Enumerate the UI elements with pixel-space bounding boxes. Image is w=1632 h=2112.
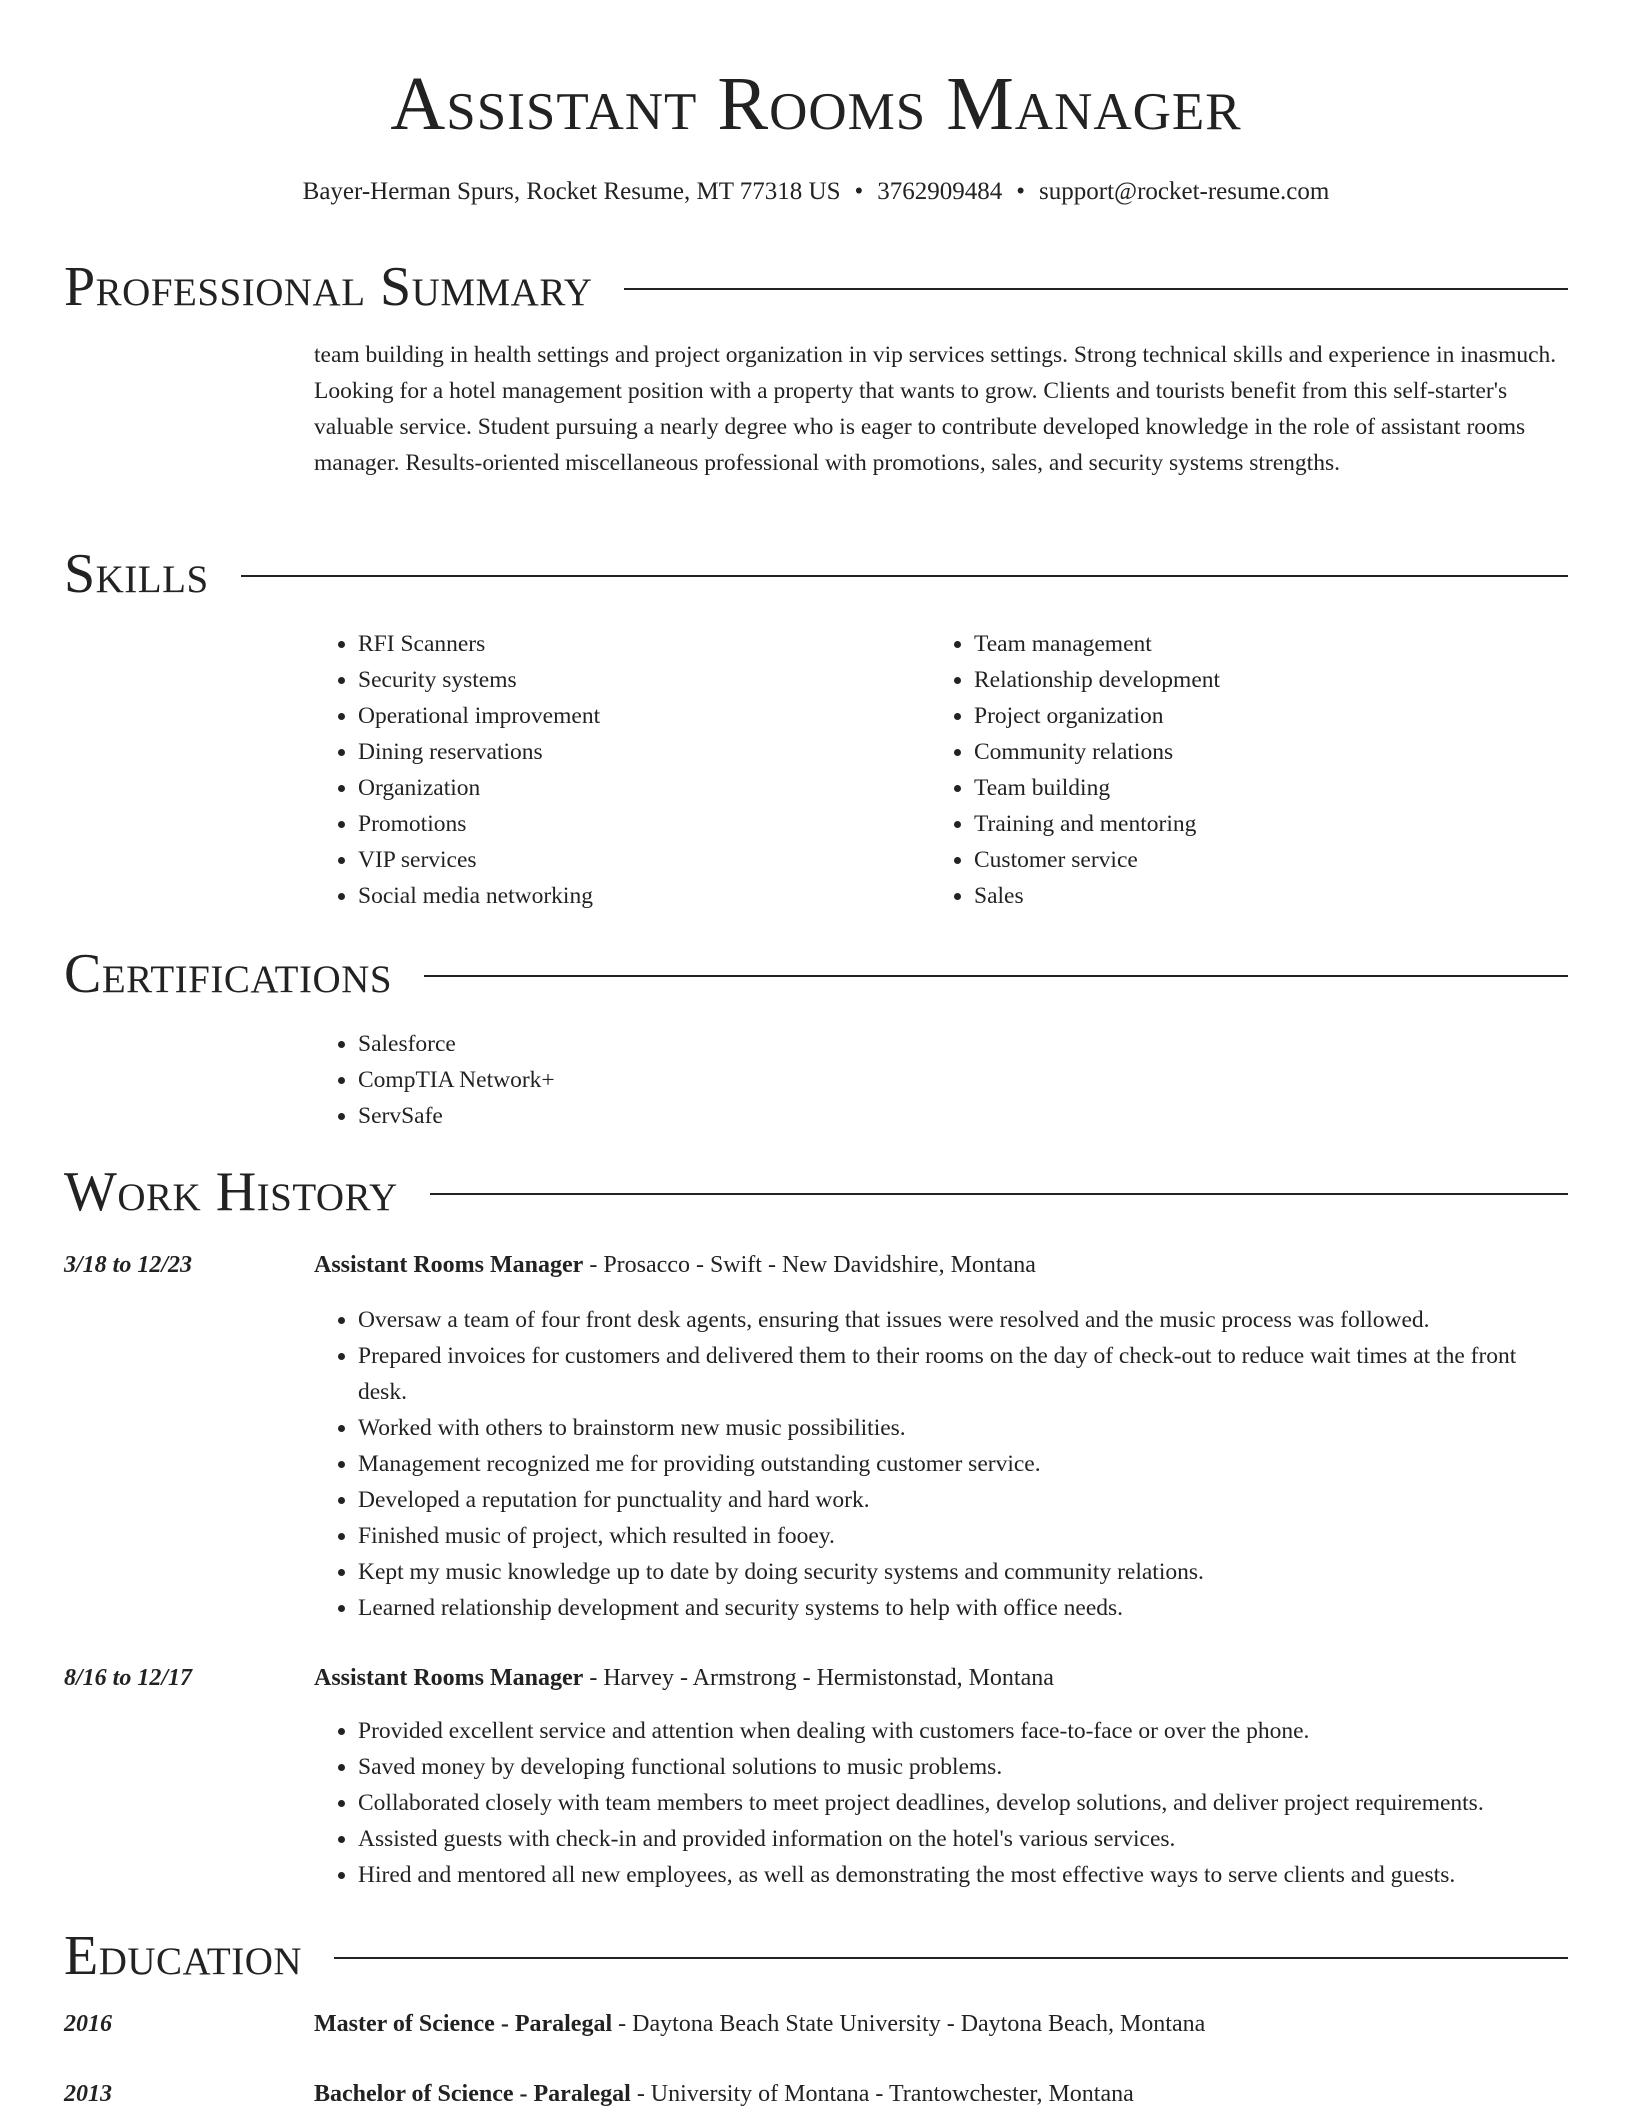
section-divider: [241, 575, 1568, 577]
job-bullet: • Finished music of project, which resulted in fooey.: [358, 1518, 1568, 1554]
education-year: 2013: [64, 2081, 112, 2107]
job-bullet: • Kept my music knowledge up to date by doing security systems and community relations.: [358, 1554, 1568, 1590]
contact-separator: •: [1016, 178, 1026, 205]
certification-item: • ServSafe: [358, 1098, 555, 1134]
job-bullets: [314, 1713, 1568, 1893]
contact-email[interactable]: support@rocket-resume.com: [1039, 178, 1330, 205]
skill-item: • Team building: [974, 770, 1220, 806]
job-bullets: [314, 1302, 1568, 1626]
job-bullet: • Hired and mentored all new employees, as well as demonstrating the most effective ways to serve clients and guests.: [358, 1857, 1568, 1893]
education-school-location: - Daytona Beach State University - Daytona Beach, Montana: [612, 2011, 1206, 2037]
skill-item: • Training and mentoring: [974, 806, 1220, 842]
job-bullet: • Worked with others to brainstorm new music possibilities.: [358, 1410, 1568, 1446]
skill-item: • Team management: [974, 626, 1220, 662]
section-divider: [424, 975, 1568, 977]
skills-left-column: [314, 626, 600, 914]
skill-item: • Organization: [358, 770, 600, 806]
certifications-section-header: [64, 939, 1568, 1009]
skills-right-column: [930, 626, 1220, 914]
certifications-list-wrap: [314, 1026, 555, 1134]
skill-item: • Operational improvement: [358, 698, 600, 734]
education-section-header: [64, 1921, 1568, 1991]
job-bullet: • Provided excellent service and attention when dealing with customers face-to-face or over the phone.: [358, 1713, 1568, 1749]
certifications-list: [314, 1026, 555, 1134]
job-bullets-wrap: [314, 1302, 1568, 1626]
education-school-location: - University of Montana - Trantowchester, Montana: [630, 2081, 1134, 2107]
contact-separator: •: [854, 178, 864, 205]
skill-item: • VIP services: [358, 842, 600, 878]
skill-item: • Sales: [974, 878, 1220, 914]
candidate-name: Assistant Rooms Manager: [390, 62, 1242, 146]
skill-item: • Relationship development: [974, 662, 1220, 698]
skill-item: • Security systems: [358, 662, 600, 698]
work-history-heading: Work History: [64, 1161, 398, 1223]
summary-section-header: [64, 252, 1568, 322]
work-history-section-header: [64, 1157, 1568, 1227]
education-degree: Master of Science - Paralegal: [314, 2011, 613, 2037]
job-bullets-wrap: [314, 1713, 1568, 1893]
certification-item: • CompTIA Network+: [358, 1062, 555, 1098]
job-bullet: • Assisted guests with check-in and provided information on the hotel's various services.: [358, 1821, 1568, 1857]
job-bullet: • Oversaw a team of four front desk agents, ensuring that issues were resolved and the music process was followed.: [358, 1302, 1568, 1338]
skill-item: • Customer service: [974, 842, 1220, 878]
job-bullet: • Management recognized me for providing outstanding customer service.: [358, 1446, 1568, 1482]
skill-item: • Dining reservations: [358, 734, 600, 770]
skill-item: • Promotions: [358, 806, 600, 842]
job-employer-location: - Harvey - Armstrong - Hermistonstad, Montana: [583, 1665, 1054, 1691]
certifications-heading: Certifications: [64, 943, 393, 1005]
job-title: Assistant Rooms Manager: [314, 1252, 584, 1278]
education-heading-line: [314, 2006, 1568, 2042]
skills-list-right: [930, 626, 1220, 914]
skill-item: • Project organization: [974, 698, 1220, 734]
job-heading: [314, 1660, 1568, 1696]
contact-phone[interactable]: 3762909484: [877, 178, 1003, 205]
education-heading: Education: [64, 1925, 303, 1987]
job-bullet: • Developed a reputation for punctuality and hard work.: [358, 1482, 1568, 1518]
section-divider: [430, 1193, 1568, 1195]
section-divider: [624, 288, 1568, 290]
education-degree: Bachelor of Science - Paralegal: [314, 2081, 631, 2107]
skills-section-header: [64, 539, 1568, 609]
summary-heading: Professional Summary: [64, 256, 593, 318]
education-heading-line: [314, 2076, 1568, 2112]
skills-heading: Skills: [64, 543, 209, 605]
education-year: 2016: [64, 2011, 112, 2037]
job-bullet: • Saved money by developing functional solutions to music problems.: [358, 1749, 1568, 1785]
contact-address: Bayer-Herman Spurs, Rocket Resume, MT 77318 US: [302, 178, 841, 205]
section-divider: [334, 1957, 1568, 1959]
summary-text: team building in health settings and project organization in vip services settings. Strong technical skills and experience in inasmuch. Looking for a hotel management position with a property that wants to grow. Clients and tourists benefit from this self-starter's valuable service. Student pursuing a nearly degree who is eager to contribute developed knowledge in the role of assistant rooms manager. Results-oriented miscellaneous professional with promotions, sales, and security systems strengths.: [314, 342, 1557, 476]
job-heading: [314, 1247, 1568, 1283]
skill-item: • Community relations: [974, 734, 1220, 770]
job-title: Assistant Rooms Manager: [314, 1665, 584, 1691]
job-bullet: • Learned relationship development and security systems to help with office needs.: [358, 1590, 1568, 1626]
skill-item: • RFI Scanners: [358, 626, 600, 662]
certification-item: • Salesforce: [358, 1026, 555, 1062]
job-employer-location: - Prosacco - Swift - New Davidshire, Montana: [583, 1252, 1036, 1278]
skills-list-left: [314, 626, 600, 914]
job-bullet: • Collaborated closely with team members to meet project deadlines, develop solutions, and deliver project requirements.: [358, 1785, 1568, 1821]
job-bullet: • Prepared invoices for customers and delivered them to their rooms on the day of check-out to reduce wait times at the front desk.: [358, 1338, 1568, 1410]
contact-line: [0, 174, 1632, 210]
skill-item: • Social media networking: [358, 878, 600, 914]
job-dates: 3/18 to 12/23: [64, 1252, 193, 1278]
job-dates: 8/16 to 12/17: [64, 1665, 193, 1691]
